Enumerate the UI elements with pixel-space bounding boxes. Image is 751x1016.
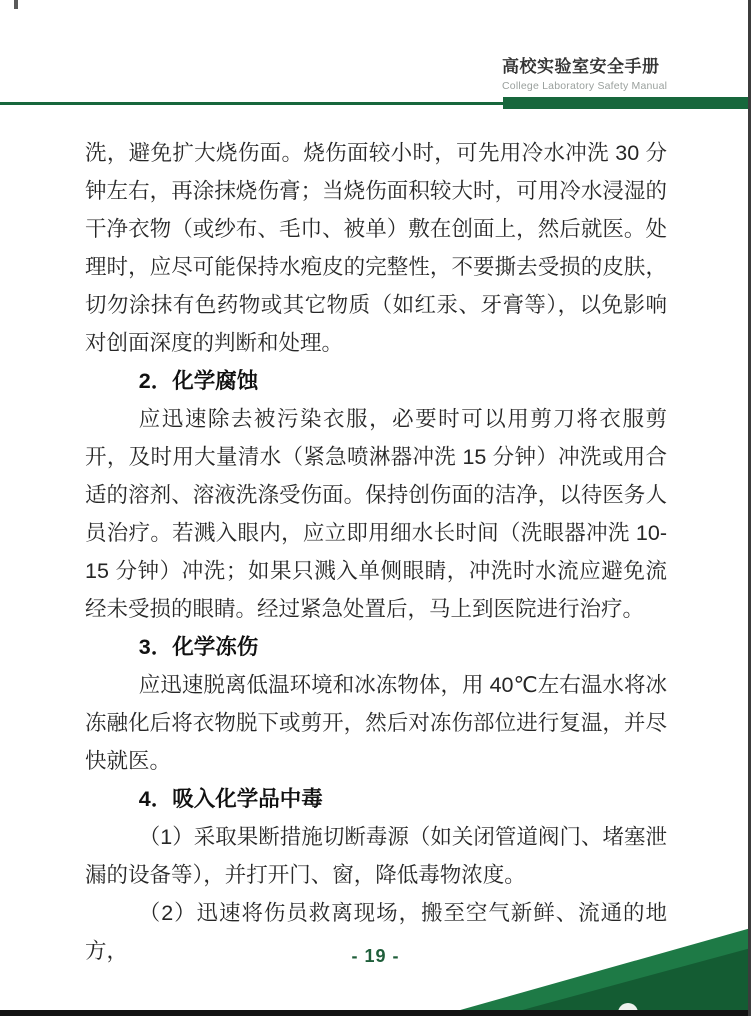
heading-chemical-corrosion: 2．化学腐蚀 xyxy=(138,369,259,393)
header-rule-thin xyxy=(0,102,505,105)
heading-chemical-frostbite: 3．化学冻伤 xyxy=(138,635,259,659)
page-number: - 19 - xyxy=(351,946,400,966)
paragraph-inhalation-item-2: （2）迅速将伤员救离现场，搬至空气新鲜、流通的地方， xyxy=(85,901,667,963)
paragraph-burn-continuation: 洗，避免扩大烧伤面。烧伤面较小时，可先用冷水冲洗 30 分钟左右，再涂抹烧伤膏；当烧伤面积较大时，可用冷水浸湿的干净衣物（或纱布、毛巾、被单）敷在创面上，然后就医。处理时，应尽可能保持水疱皮的完整性，不要撕去受损的皮肤，切勿涂抹有色药物或其它物质（如红汞、牙膏等），以免影响对创面深度的判断和处理。 xyxy=(85,141,667,355)
paragraph-chemical-corrosion: 应迅速除去被污染衣服，必要时可以用剪刀将衣服剪开，及时用大量清水（紧急喷淋器冲洗 15 分钟）冲洗或用合适的溶剂、溶液洗涤受伤面。保持创伤面的洁净，以待医务人员治疗。若溅入眼内，应立即用细水长时间（洗眼器冲洗 10-15 分钟）冲洗；如果只溅入单侧眼睛，冲洗时水流应避免流经未受损的眼睛。经过紧急处置后，马上到医院进行治疗。 xyxy=(85,407,667,621)
paragraph-inhalation-item-1: （1）采取果断措施切断毒源（如关闭管道阀门、堵塞泄漏的设备等），并打开门、窗，降低毒物浓度。 xyxy=(85,825,667,887)
page-header xyxy=(502,52,667,92)
manual-title-english: College Laboratory Safety Manual xyxy=(502,80,668,92)
manual-title-chinese: 高校实验室安全手册 xyxy=(502,57,660,76)
scan-artifact-mark xyxy=(14,0,18,9)
scan-edge-bottom xyxy=(0,1010,751,1016)
page-body xyxy=(85,134,667,970)
paragraph-chemical-frostbite: 应迅速脱离低温环境和冰冻物体，用 40℃左右温水将冰冻融化后将衣物脱下或剪开，然后对冻伤部位进行复温，并尽快就医。 xyxy=(85,673,667,773)
header-rule-thick xyxy=(503,97,751,109)
heading-inhalation-poisoning: 4．吸入化学品中毒 xyxy=(138,787,323,811)
